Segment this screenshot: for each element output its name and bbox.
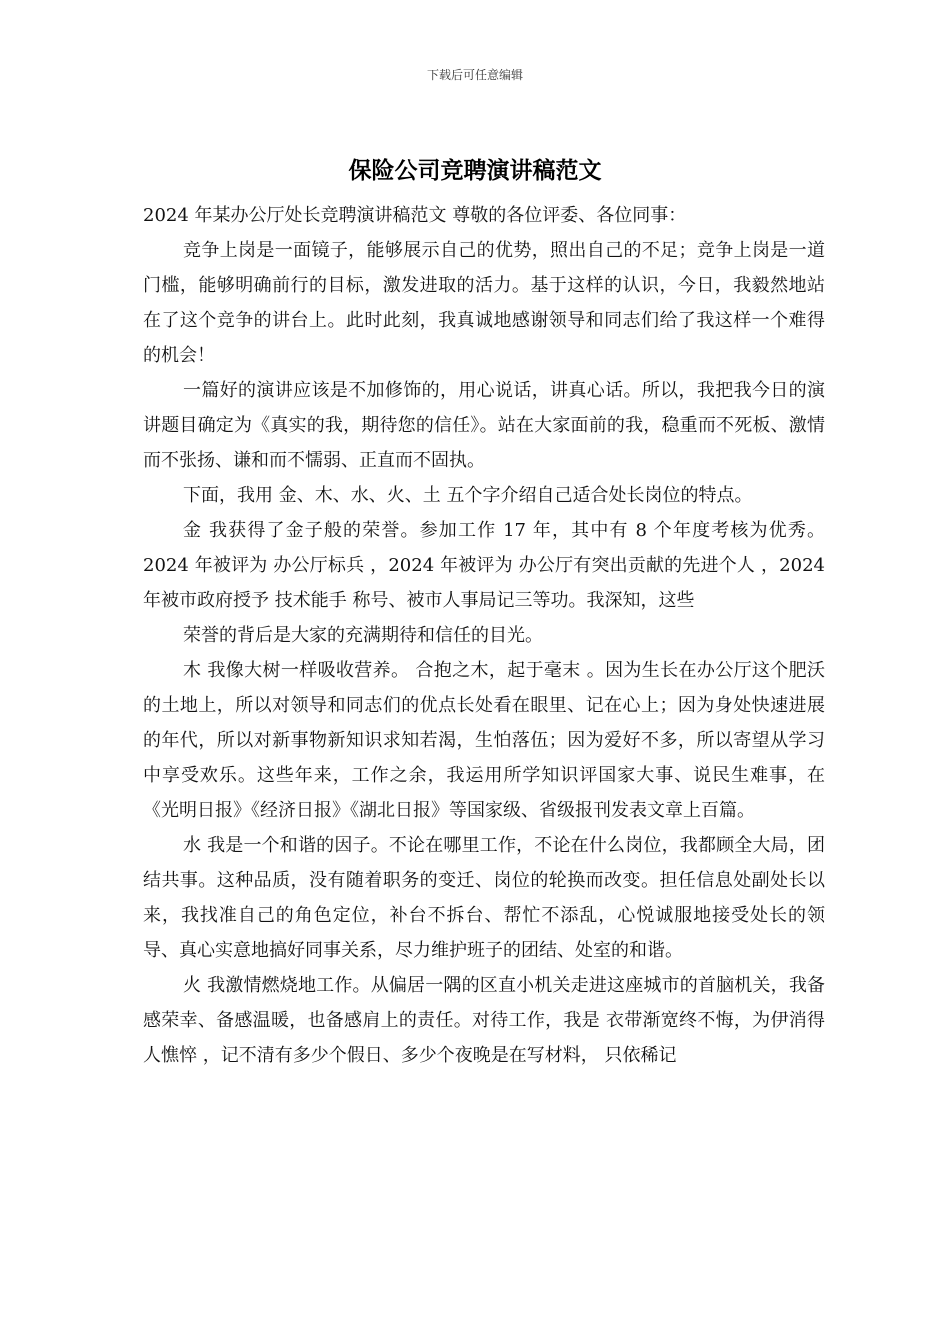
paragraph-7: 木 我像大树一样吸收营养。 合抱之木，起于毫末 。因为生长在办公厅这个肥沃的土地上，所以对领导和同志们的优点长处看在眼里、记在心上；因为身处快速进展的年代，所以对新事物新知识求知若渴，生怕落伍；因为爱好不多，所以寄望从学习中享受欢乐。这些年来，工作之余，我运用所学知识评国家大事、说民生难事，在《光明日报》《经济日报》《湖北日报》等国家级、省级报刊发表文章上百篇。 [143, 660, 825, 821]
paragraph-9: 火 我激情燃烧地工作。从偏居一隅的区直小机关走进这座城市的首脑机关，我备感荣幸、备感温暖，也备感肩上的责任。对待工作，我是 衣带渐宽终不悔，为伊消得人憔悴 ，记不清有多少个假日、多少个夜晚是在写材料， 只依稀记 [143, 975, 825, 1066]
paragraph-4: 下面，我用 金、木、水、火、土 五个字介绍自己适合处长岗位的特点。 [183, 485, 753, 506]
document-body [143, 198, 825, 1073]
paragraph-6: 荣誉的背后是大家的充满期待和信任的目光。 [183, 625, 543, 646]
paragraph-5: 金 我获得了金子般的荣誉。参加工作 17 年，其中有 8 个年度考核为优秀。2024 年被评为 办公厅标兵 ，2024 年被评为 办公厅有突出贡献的先进个人 ，2024 年被市政府授予 技术能手 称号、被市人事局记三等功。我深知，这些 [143, 520, 825, 611]
paragraph-2: 竞争上岗是一面镜子，能够展示自己的优势，照出自己的不足；竞争上岗是一道门槛，能够明确前行的目标，激发进取的活力。基于这样的认识，今日，我毅然地站在了这个竞争的讲台上。此时此刻，我真诚地感谢领导和同志们给了我这样一个难得的机会！ [143, 240, 825, 366]
document-title: 保险公司竞聘演讲稿范文 [348, 157, 602, 184]
paragraph-3: 一篇好的演讲应该是不加修饰的，用心说话，讲真心话。所以，我把我今日的演讲题目确定为《真实的我，期待您的信任》。站在大家面前的我，稳重而不死板、激情而不张扬、谦和而不懦弱、正直而不固执。 [143, 380, 825, 471]
paragraph-8: 水 我是一个和谐的因子。不论在哪里工作，不论在什么岗位，我都顾全大局，团结共事。这种品质，没有随着职务的变迁、岗位的轮换而改变。担任信息处副处长以来，我找准自己的角色定位，补台不拆台、帮忙不添乱，心悦诚服地接受处长的领导、真心实意地搞好同事关系，尽力维护班子的团结、处室的和谐。 [143, 835, 825, 961]
header-note: 下载后可任意编辑 [426, 68, 523, 82]
paragraph-1: 2024 年某办公厅处长竞聘演讲稿范文 尊敬的各位评委、各位同事： [143, 205, 687, 226]
